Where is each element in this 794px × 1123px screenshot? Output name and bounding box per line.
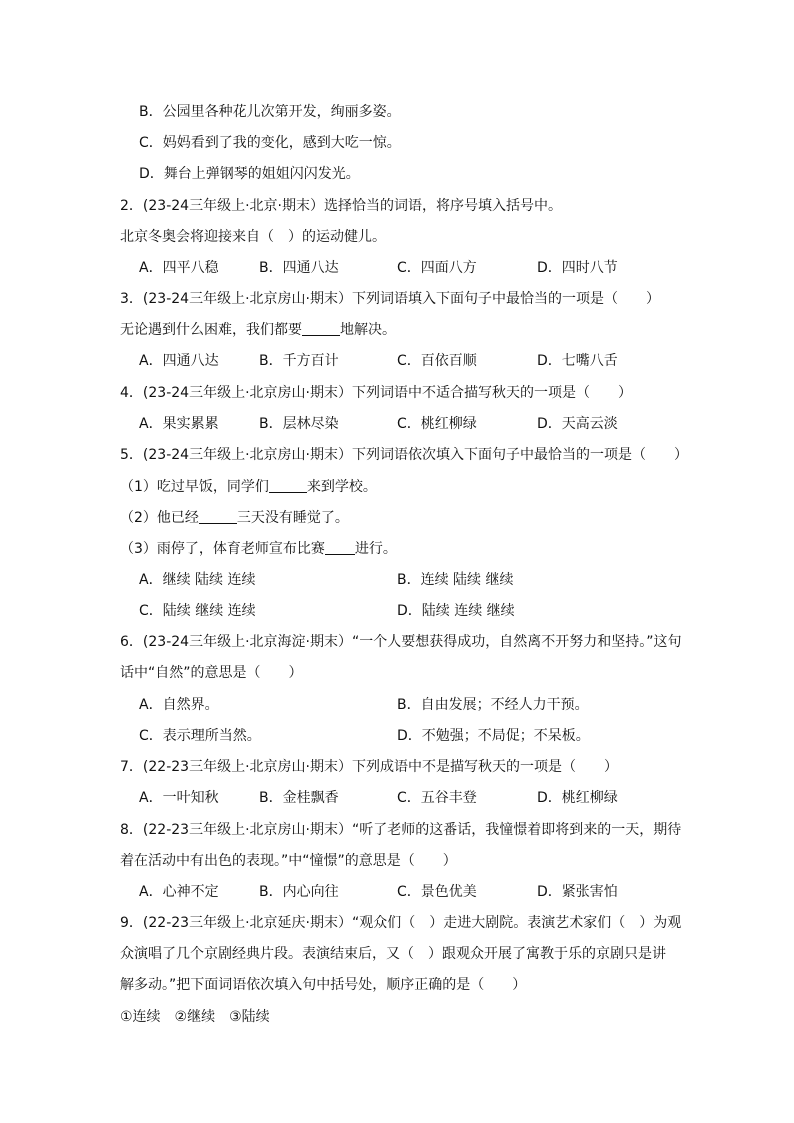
q2-option-d: D．四时八节: [537, 260, 618, 276]
q2-option-c: C．四面八方: [397, 260, 477, 276]
q9-text: (22-23三年级上·北京延庆·期末）“观众们（ ）走进大剧院。表演艺术家们（ ）为观: [142, 915, 682, 931]
q3-option-b: B．千方百计: [259, 353, 339, 369]
q9-stem-cont-2: 解多动。”把下面词语依次填入句中括号处，顺序正确的是（ ）: [120, 977, 527, 993]
q6-option-c: C．表示理所当然。: [139, 728, 261, 744]
q8-stem: [120, 820, 681, 840]
q3-sentence: [120, 320, 396, 340]
q5-s3-post: 进行。: [354, 541, 397, 557]
q6-text: (23-24三年级上·北京海淀·期末）“一个人要想获得成功，自然离不开努力和坚持。”这句: [142, 634, 682, 650]
q5-text: (23-24三年级上·北京房山·期末）下列词语依次填入下面句子中最恰当的一项是（ ）: [142, 447, 688, 463]
q5-number: 5．: [120, 447, 143, 463]
q6-option-b: B．自由发展；不经人力干预。: [397, 697, 589, 713]
q5-s2-post: 三天没有睡觉了。: [236, 510, 349, 526]
q3-option-a: A．四通八达: [139, 353, 219, 369]
fill-blank: [199, 509, 237, 524]
q9-stem: [120, 913, 681, 933]
q6-option-d: D．不勉强；不局促；不呆板。: [397, 728, 590, 744]
fill-blank: [302, 321, 340, 336]
q8-option-d: D．紧张害怕: [537, 884, 618, 900]
q4-option-a: A．果实累累: [139, 416, 219, 432]
q8-text: (22-23三年级上·北京房山·期末）“听了老师的这番话，我憧憬着即将到来的一天，期待: [142, 822, 682, 838]
q2-number: 2．: [120, 198, 143, 214]
q3-number: 3．: [120, 291, 143, 307]
q5-s3-pre: （3）雨停了，体育老师宣布比赛: [120, 541, 325, 557]
q7-option-b: B．金桂飘香: [259, 790, 339, 806]
q5-s1-pre: （1）吃过早饭，同学们: [120, 479, 269, 495]
fill-blank: [325, 540, 355, 555]
q2-stem: [120, 196, 562, 216]
fill-blank: [269, 478, 307, 493]
q2-sentence: 北京冬奥会将迎接来自（ ）的运动健儿。: [120, 229, 386, 245]
q8-option-b: B．内心向往: [259, 884, 339, 900]
q5-option-c: C．陆续 继续 连续: [139, 603, 256, 619]
q4-option-d: D．天高云淡: [537, 416, 618, 432]
q7-stem: [120, 757, 618, 777]
q5-s2-pre: （2）他已经: [120, 510, 199, 526]
q6-number: 6．: [120, 634, 143, 650]
q2-option-a: A．四平八稳: [139, 260, 219, 276]
q5-stem: [120, 445, 688, 465]
q3-text: (23-24三年级上·北京房山·期末）下列词语填入下面句子中最恰当的一项是（ ）: [142, 291, 660, 307]
q3-sentence-post: 地解决。: [340, 322, 396, 338]
q7-option-a: A．一叶知秋: [139, 790, 219, 806]
q6-stem-cont: 话中“自然”的意思是（ ）: [120, 665, 303, 681]
q7-option-c: C．五谷丰登: [397, 790, 477, 806]
q1-option-c: C．妈妈看到了我的变化，感到大吃一惊。: [139, 135, 401, 151]
q5-s1-post: 来到学校。: [306, 479, 377, 495]
q9-choices: ①连续 ②继续 ③陆续: [120, 1009, 270, 1025]
q8-option-a: A．心神不定: [139, 884, 219, 900]
q7-text: (22-23三年级上·北京房山·期末）下列成语中不是描写秋天的一项是（ ）: [142, 759, 618, 775]
q5-sentence-3: [120, 539, 397, 559]
q3-sentence-pre: 无论遇到什么困难，我们都要: [120, 322, 302, 338]
q6-stem: [120, 632, 681, 652]
q7-option-d: D．桃红柳绿: [537, 790, 618, 806]
q9-stem-cont-1: 众演唱了几个京剧经典片段。表演结束后，又（ ）跟观众开展了寓教于乐的京剧只是讲: [120, 946, 666, 962]
q5-option-d: D．陆续 连续 继续: [397, 603, 515, 619]
q3-stem: [120, 289, 660, 309]
q8-number: 8．: [120, 822, 143, 838]
q2-text: (23-24三年级上·北京·期末）选择恰当的词语，将序号填入括号中。: [142, 198, 562, 214]
q3-option-d: D．七嘴八舌: [537, 353, 618, 369]
q7-number: 7．: [120, 759, 143, 775]
q5-option-a: A．继续 陆续 连续: [139, 572, 256, 588]
q1-option-b: B．公园里各种花儿次第开发，绚丽多姿。: [139, 104, 401, 120]
q6-option-a: A．自然界。: [139, 697, 219, 713]
q5-sentence-1: [120, 477, 377, 497]
q5-option-b: B．连续 陆续 继续: [397, 572, 514, 588]
q8-stem-cont: 着在活动中有出色的表现。”中“憧憬”的意思是（ ）: [120, 853, 457, 869]
q1-option-d: D．舞台上弹钢琴的姐姐闪闪发光。: [139, 166, 360, 182]
q4-option-c: C．桃红柳绿: [397, 416, 477, 432]
q3-option-c: C．百依百顺: [397, 353, 477, 369]
q5-sentence-2: [120, 508, 349, 528]
q9-number: 9．: [120, 915, 143, 931]
q8-option-c: C．景色优美: [397, 884, 477, 900]
q4-stem: [120, 383, 632, 403]
q4-number: 4．: [120, 385, 143, 401]
q2-option-b: B．四通八达: [259, 260, 339, 276]
q4-option-b: B．层林尽染: [259, 416, 339, 432]
q4-text: (23-24三年级上·北京房山·期末）下列词语中不适合描写秋天的一项是（ ）: [142, 385, 632, 401]
